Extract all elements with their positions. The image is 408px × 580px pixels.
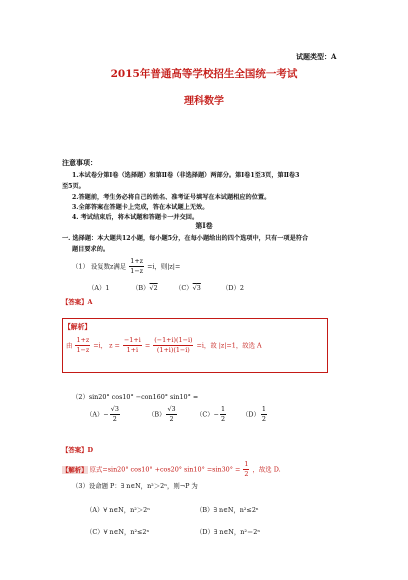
frac-numerator: (−1+i)(1−i) [154,336,193,344]
q2-option-d [242,405,268,424]
q1-prefix: （1） 设复数z满足 [72,262,127,271]
exam-subtitle: 理科数学 [184,96,224,107]
volume-heading: 第Ⅰ卷 [195,221,213,230]
q1-answer: 【答案】A [62,298,93,306]
q1-analysis-part: =i，故 |z|=1，故选 A [196,341,262,350]
frac-denominator: 1−z [76,346,90,354]
q1-option-c-value: 3 [196,284,201,292]
q2-analysis [62,460,281,479]
q1-analysis-part: =i， [93,341,108,350]
q3-option-c: （C）∀ n∈N，n²≤2ⁿ [86,528,150,536]
frac-denominator: 2 [221,415,226,423]
q1-suffix: =i，则|z|= [147,262,181,271]
q1-frac-numerator: 1+z [130,257,144,265]
frac-numerator: 1 [244,460,249,468]
frac-numerator: 1 [221,405,226,413]
q2-analysis-tail: ，故选 D. [252,465,281,474]
q1-analysis-part: z = [109,341,120,350]
section-heading: 一. 选择题：本大题共12小题，每小题5分，在每小题给出的四个选项中，只有一项是符合 [62,235,309,242]
notice-line: 至5页。 [62,183,85,190]
q1-analysis-part: 由 [66,341,73,350]
q1-analysis-fraction [153,336,193,355]
q2-option-c [196,405,227,424]
q2-option-b [148,405,178,424]
q2-option-c-label: （C）− [196,410,220,419]
q2-option-a [86,405,121,424]
q1-analysis-label: 【解析】 [64,323,92,331]
q3-option-a: （A）∀ n∈N，n²＞2ⁿ [86,506,151,514]
q2-option-a-label: （A）− [86,410,109,419]
q1-option-b-label: （B） [132,284,150,292]
frac-denominator: 1+i [126,346,139,354]
frac-denominator: 2 [169,415,174,423]
frac-denominator: (1+i)(1−i) [156,346,190,354]
sqrt-icon: √ [192,284,197,292]
q1-option-c [175,283,201,292]
frac-numerator: √3 [167,405,176,413]
notice-line: 1.本试卷分第Ⅰ卷（选择题）和第Ⅱ卷（非选择题）两部分。第Ⅰ卷1至3页，第Ⅱ卷3 [72,172,300,179]
frac-numerator: 1 [261,405,266,413]
q1-analysis-fraction [123,336,142,355]
exam-type-label: 试题类型：A [296,52,337,61]
frac-denominator: 2 [112,415,117,423]
q1-option-a: （A）1 [88,284,110,292]
q1-option-c-label: （C） [175,284,193,292]
q1-analysis-fraction [75,336,90,355]
q1-fraction [129,257,144,276]
q2-option-d-label: （D） [242,410,260,419]
exam-title: 2015年普通高等学校招生全国统一考试 [110,68,298,80]
q2-option-b-label: （B） [148,410,166,419]
question-3-stem: （3）设命题 P：∃ n∈N，n²＞2ⁿ，则¬P 为 [72,482,198,490]
notice-line: 4. 考试结束后，将本试题和答题卡一并交回。 [72,214,199,221]
q1-frac-denominator: 1−z [130,267,144,275]
notice-line: 2.答题前，考生务必将自己的姓名、准考证号填写在本试题相应的位置。 [72,194,271,201]
section-heading-cont: 题目要求的。 [72,246,110,253]
notice-line: 3.全部答案在答题卡上完成，答在本试题上无效。 [72,204,209,211]
question-2-stem: （2）sin20° cos10° −con160° sin10° = [72,393,199,401]
q2-analysis-label: 【解析】 [62,465,88,474]
q1-option-b [132,283,158,292]
q2-answer: 【答案】D [62,446,94,454]
q2-analysis-text: 原式=sin20° cos10° +cos20° sin10° =sin30° = [89,465,241,474]
q1-option-b-value: 2 [153,284,158,292]
notice-heading: 注意事项： [62,158,97,167]
frac-denominator: 2 [261,415,266,423]
question-1-stem [72,257,180,276]
sqrt-icon: √ [149,284,154,292]
frac-numerator: √3 [110,405,119,413]
q3-option-d: （D）∃ n∈N，n²＝2ⁿ [196,528,261,536]
q3-option-b: （B）∃ n∈N，n²≤2ⁿ [196,506,259,514]
frac-numerator: −1+i [123,336,141,344]
q1-option-d: （D）2 [222,284,244,292]
frac-denominator: 2 [244,470,249,478]
q1-analysis-part: = [144,341,151,350]
frac-numerator: 1+z [76,336,90,344]
q1-analysis-text [66,336,262,355]
